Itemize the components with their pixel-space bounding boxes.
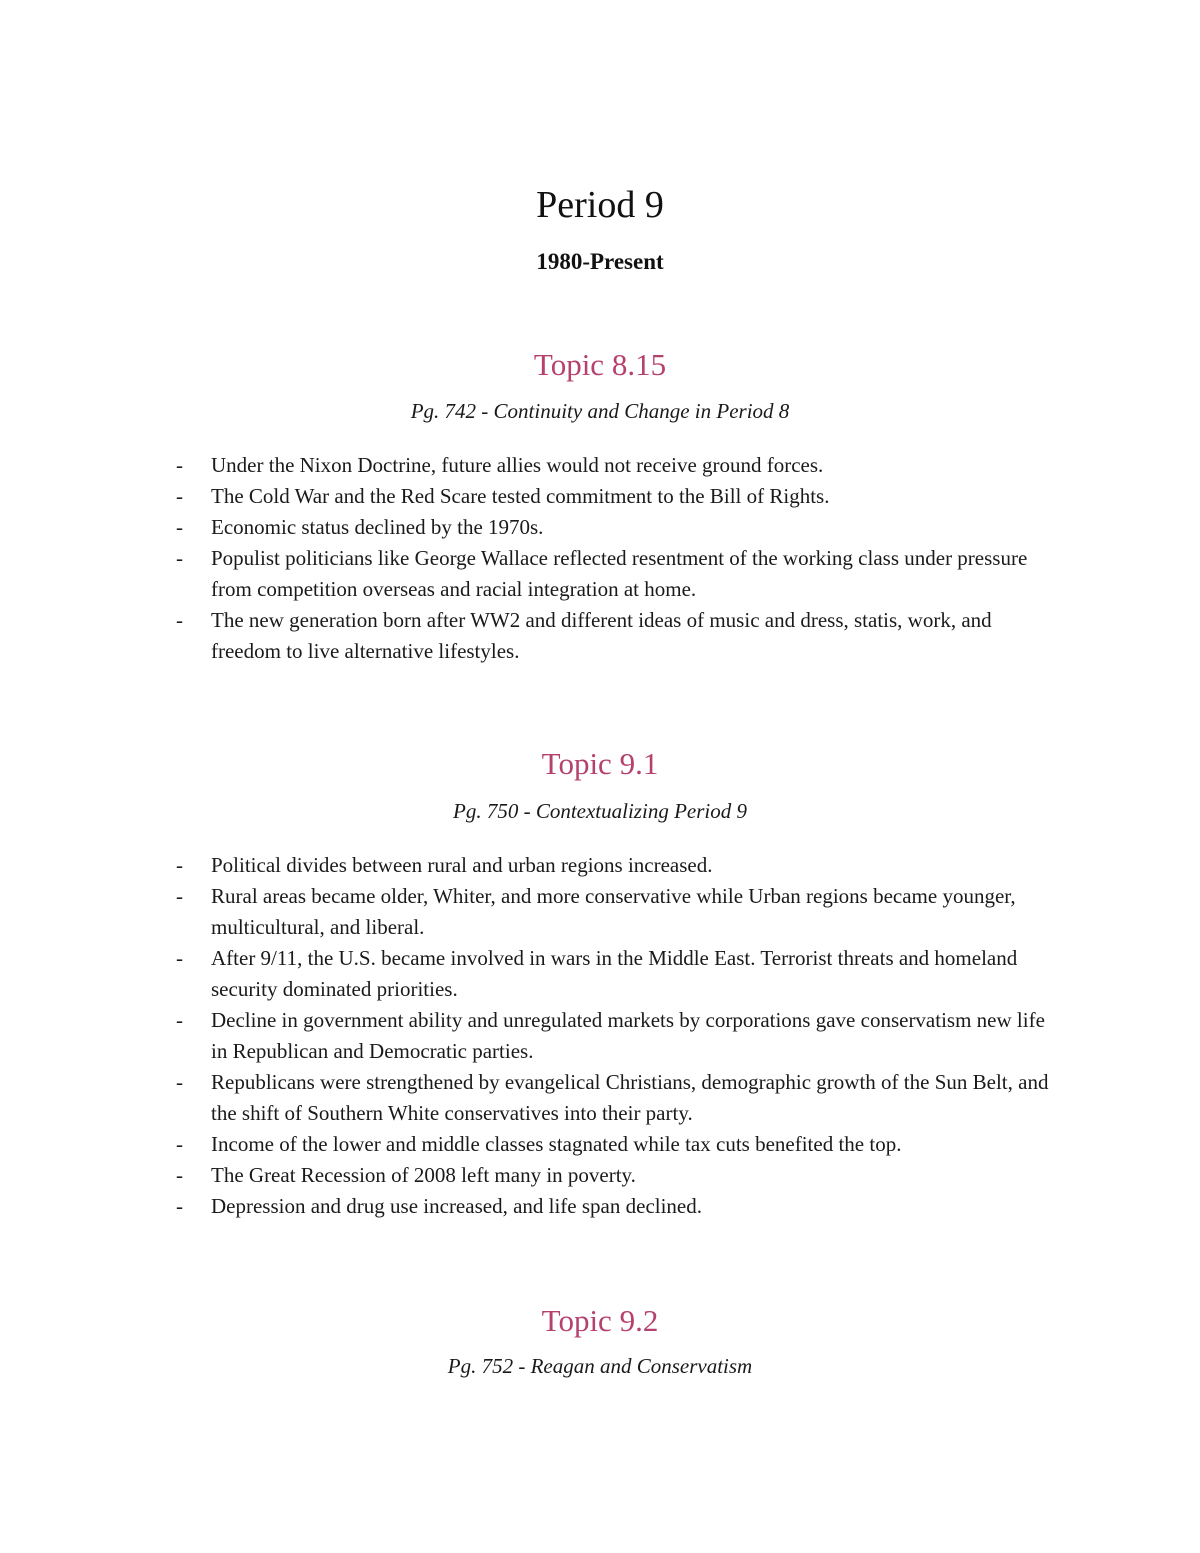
list-item: [0, 1191, 1200, 1222]
list-item-text: Depression and drug use increased, and life span declined.: [211, 1194, 702, 1218]
dash-marker: -: [176, 453, 183, 477]
list-item-text: Economic status declined by the 1970s.: [211, 515, 544, 539]
dash-marker: -: [176, 608, 183, 632]
list-item: [0, 543, 1200, 605]
page-title: Period 9: [536, 184, 664, 226]
list-item-text: Populist politicians like George Wallace reflected resentment of the working class under pressure from competition overseas and racial integration at home.: [211, 546, 1028, 601]
list-item-text: The new generation born after WW2 and different ideas of music and dress, statis, work, and freedom to live alternative lifestyles.: [211, 608, 992, 663]
list-item-text: Decline in government ability and unregulated markets by corporations gave conservatism new life in Republican and Democratic parties.: [211, 1008, 1045, 1063]
list-item: [0, 943, 1200, 1005]
topic-heading: Topic 9.2: [541, 1303, 659, 1338]
list-item: [0, 1160, 1200, 1191]
dash-marker: -: [176, 546, 183, 570]
topic-reference: Pg. 742 - Continuity and Change in Period 8: [410, 399, 790, 423]
list-item-text: Income of the lower and middle classes stagnated while tax cuts benefited the top.: [211, 1132, 902, 1156]
list-item-text: Under the Nixon Doctrine, future allies would not receive ground forces.: [211, 453, 824, 477]
dash-marker: -: [176, 484, 183, 508]
list-item: [0, 512, 1200, 543]
dash-marker: -: [176, 1070, 183, 1094]
list-item: [0, 1129, 1200, 1160]
topic-reference: Pg. 752 - Reagan and Conservatism: [447, 1354, 753, 1378]
list-item: [0, 450, 1200, 481]
dash-marker: -: [176, 884, 183, 908]
list-item: [0, 850, 1200, 881]
topic-heading: Topic 9.1: [541, 746, 659, 781]
list-item-text: Rural areas became older, Whiter, and more conservative while Urban regions became younger, multicultural, and liberal.: [211, 884, 1016, 939]
topic-section-8-15: [0, 346, 1200, 667]
list-item: [0, 1005, 1200, 1067]
topic-reference: Pg. 750 - Contextualizing Period 9: [453, 799, 747, 823]
bullet-list: [0, 850, 1200, 1222]
topic-section-9-2: [0, 1302, 1200, 1380]
list-item-text: After 9/11, the U.S. became involved in wars in the Middle East. Terrorist threats and homeland security dominated priorities.: [211, 946, 1018, 1001]
page-subtitle: 1980-Present: [536, 249, 664, 274]
list-item-text: Republicans were strengthened by evangelical Christians, demographic growth of the Sun Belt, and the shift of Southern White conservatives into their party.: [211, 1070, 1049, 1125]
list-item: [0, 605, 1200, 667]
dash-marker: -: [176, 853, 183, 877]
list-item: [0, 881, 1200, 943]
topic-heading: Topic 8.15: [533, 347, 667, 382]
dash-marker: -: [176, 1008, 183, 1032]
dash-marker: -: [176, 515, 183, 539]
dash-marker: -: [176, 1163, 183, 1187]
list-item: [0, 481, 1200, 512]
topic-section-9-1: [0, 745, 1200, 1222]
bullet-list: [0, 450, 1200, 667]
dash-marker: -: [176, 1194, 183, 1218]
dash-marker: -: [176, 946, 183, 970]
list-item: [0, 1067, 1200, 1129]
list-item-text: Political divides between rural and urban regions increased.: [211, 853, 713, 877]
list-item-text: The Cold War and the Red Scare tested commitment to the Bill of Rights.: [211, 484, 830, 508]
list-item-text: The Great Recession of 2008 left many in poverty.: [211, 1163, 636, 1187]
dash-marker: -: [176, 1132, 183, 1156]
